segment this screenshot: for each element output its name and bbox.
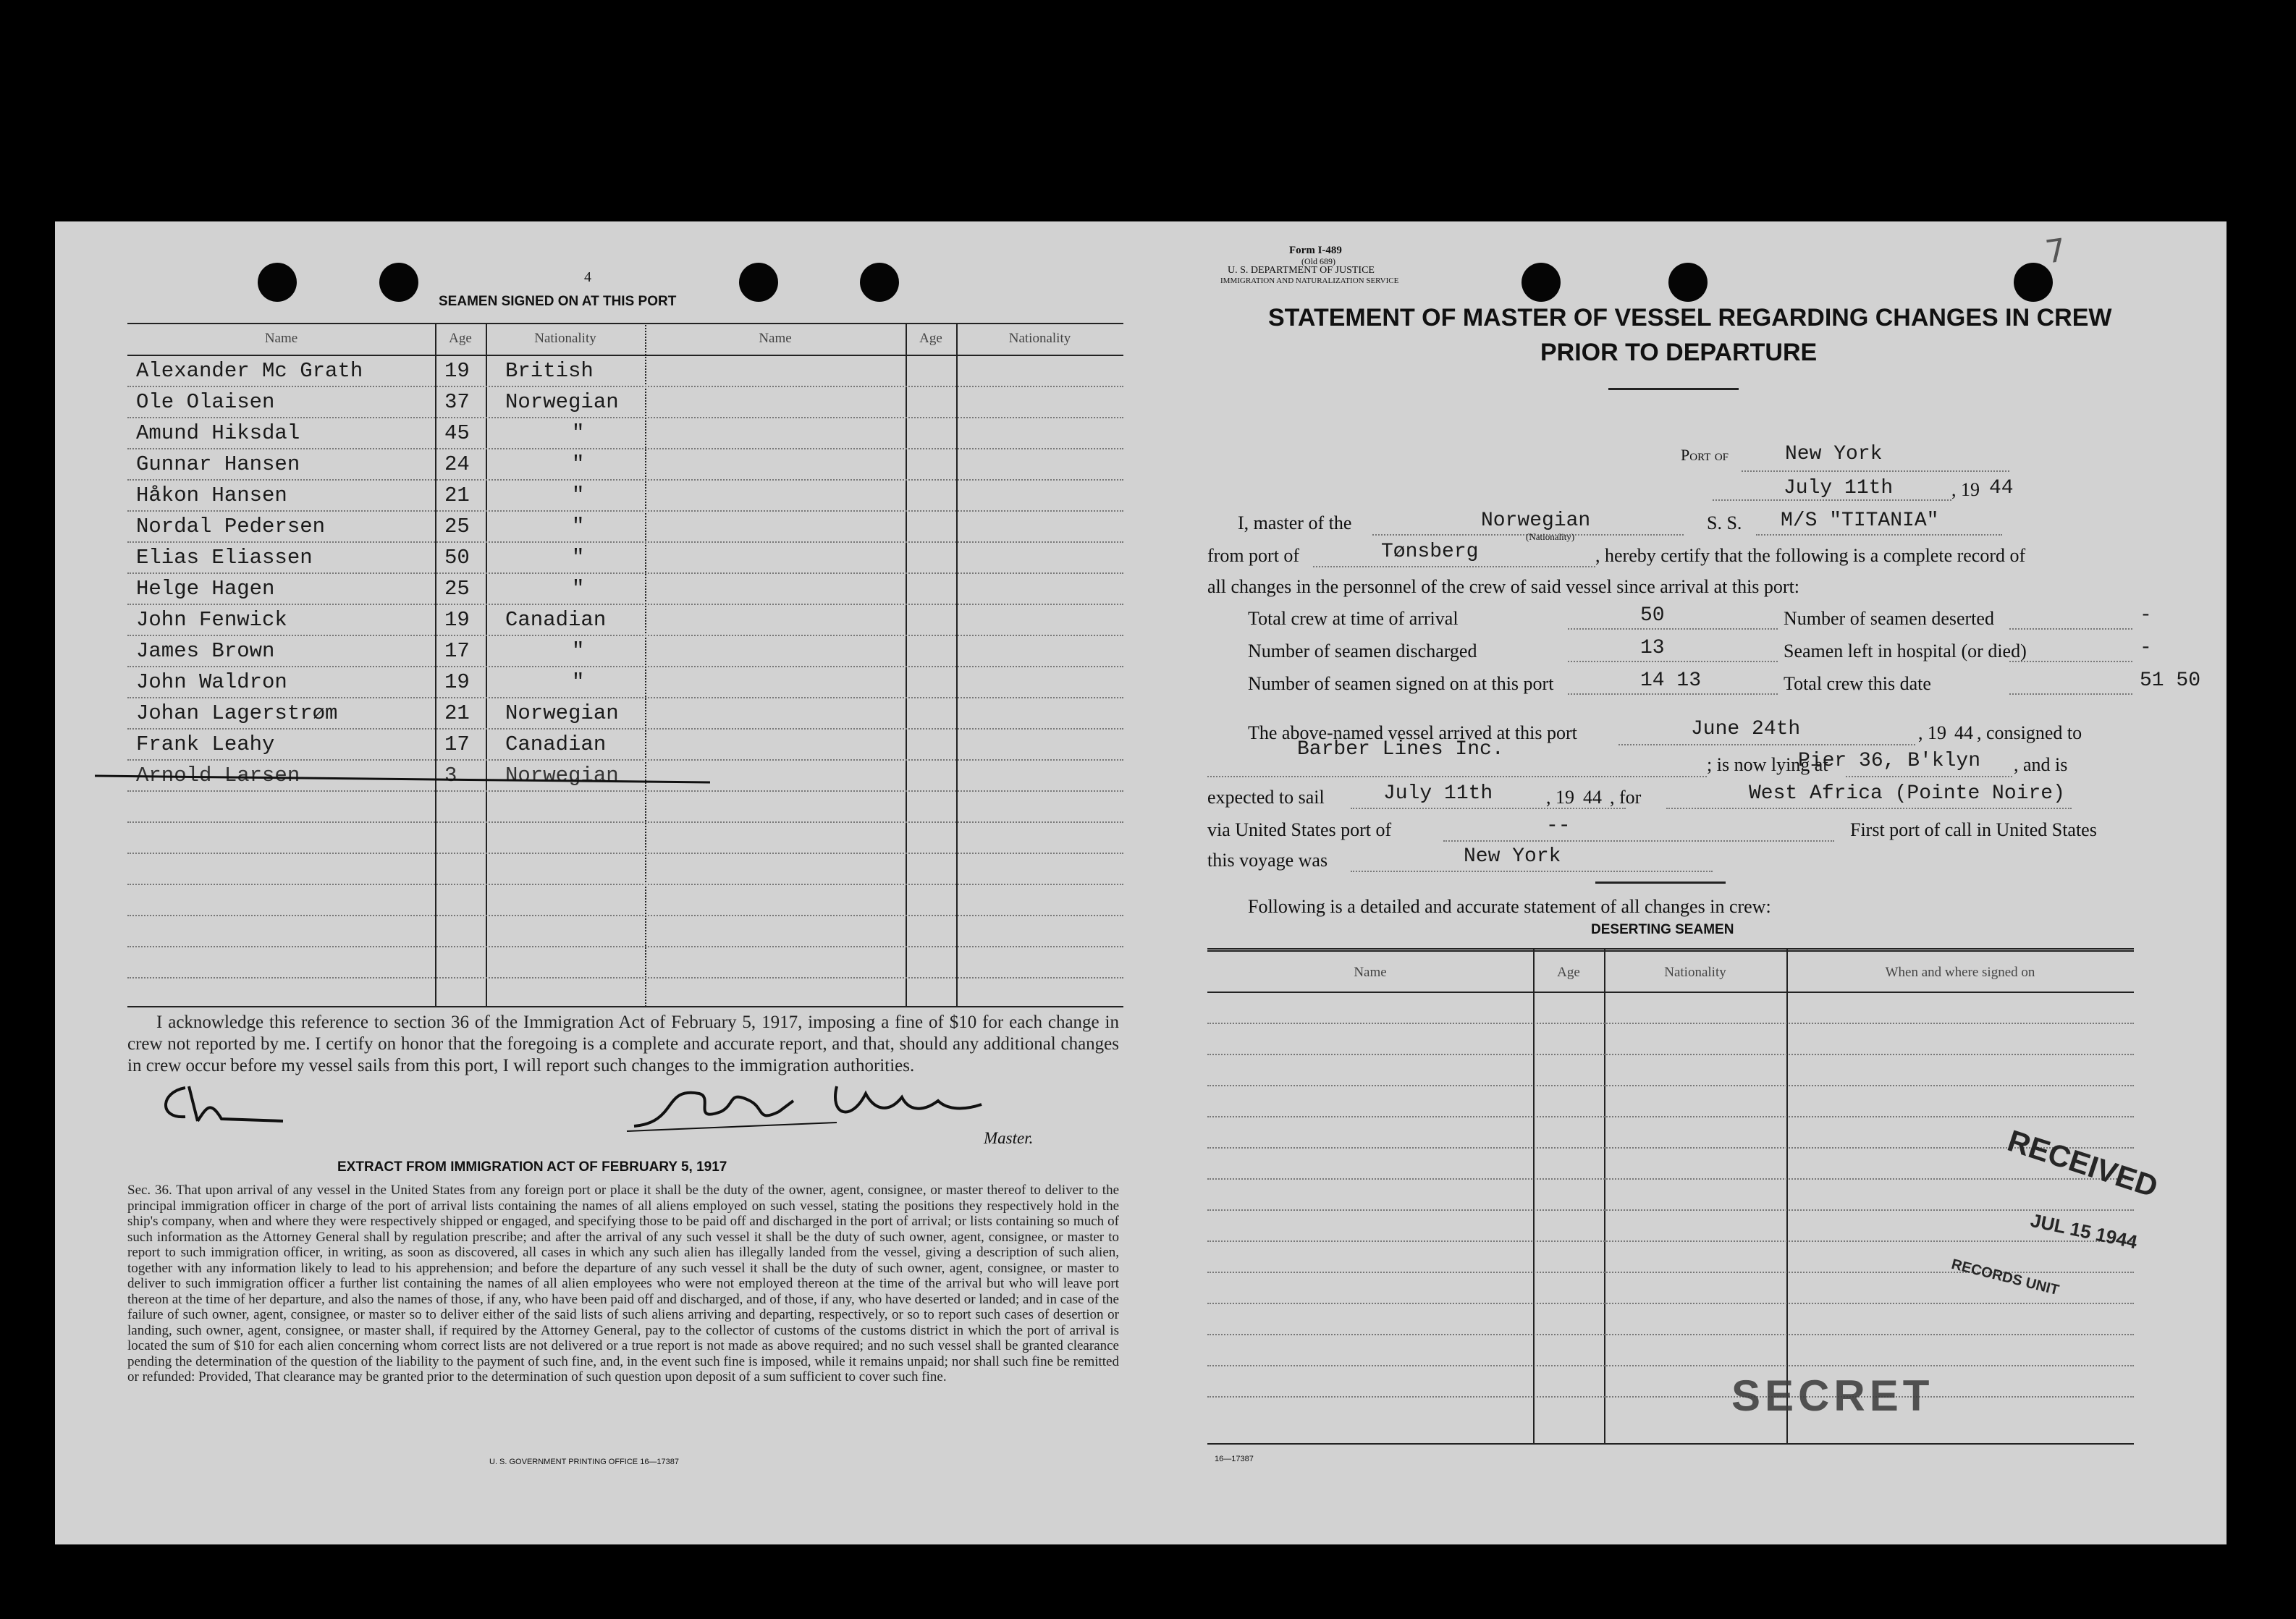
punch-hole	[1668, 263, 1708, 302]
expected-year-prefix: , 19	[1546, 787, 1574, 808]
crew-age: 21	[444, 483, 470, 507]
stat-label: Number of seamen deserted	[1784, 608, 1994, 629]
crew-table	[127, 323, 1123, 1007]
stat-value: -	[2140, 637, 2152, 659]
expected-label: expected to sail	[1207, 787, 1325, 808]
expected-value: July 11th	[1383, 782, 1493, 805]
initials-signature	[153, 1079, 297, 1130]
via-value: --	[1546, 815, 1571, 837]
crew-age: 21	[444, 701, 470, 725]
secret-stamp: SECRET	[1731, 1371, 1934, 1420]
received-stamp: RECEIVED	[2004, 1123, 2162, 1204]
section-title: SEAMEN SIGNED ON AT THIS PORT	[439, 294, 677, 309]
from-port-label: from port of	[1207, 545, 1300, 566]
deserting-table	[1207, 948, 2134, 1445]
for-label: , for	[1610, 787, 1642, 808]
deserting-header-signed-on: When and where signed on	[1885, 965, 2035, 980]
crew-nationality: "	[572, 639, 585, 663]
header-nationality: Nationality	[534, 331, 596, 346]
records-unit-stamp: RECORDS UNIT	[1949, 1256, 2061, 1299]
expected-year: 44	[1583, 787, 1602, 808]
consigned-label: , consigned to	[1977, 722, 2082, 743]
stat-value: 50	[1640, 604, 1665, 627]
stat-label: Total crew this date	[1784, 673, 1931, 694]
date-value: July 11th	[1784, 477, 1894, 499]
crew-name: Elias Eliassen	[136, 546, 313, 570]
crew-name: Nordal Pedersen	[136, 515, 326, 538]
crew-age: 3	[444, 764, 457, 787]
crew-age: 25	[444, 577, 470, 601]
punch-hole	[2014, 263, 2053, 302]
crew-age: 45	[444, 421, 470, 445]
form-number: Form I-489	[1289, 245, 1342, 256]
crew-name: Håkon Hansen	[136, 483, 287, 507]
crew-nationality: "	[572, 546, 585, 570]
arrived-year-prefix: , 19	[1918, 722, 1946, 743]
crew-nationality: Norwegian	[505, 764, 619, 787]
voyage-value: New York	[1464, 845, 1561, 868]
crew-name: Arnold Larsen	[136, 764, 300, 787]
following-label: Following is a detailed and accurate statement of all changes in crew:	[1248, 896, 1771, 917]
crew-name: James Brown	[136, 639, 275, 663]
received-date-stamp: JUL 15 1944	[2028, 1209, 2140, 1254]
stat-value: 13	[1640, 637, 1665, 659]
arrived-year: 44	[1954, 722, 1973, 743]
ss-label: S. S.	[1707, 512, 1742, 533]
crew-age: 37	[444, 390, 470, 414]
extract-title: EXTRACT FROM IMMIGRATION ACT OF FEBRUARY 5, 1917	[337, 1159, 727, 1175]
via-label: via United States port of	[1207, 819, 1392, 840]
from-port-value: Tønsberg	[1381, 541, 1479, 563]
crew-nationality: Canadian	[505, 732, 607, 756]
stat-value: -	[2140, 604, 2152, 627]
document-sheet	[55, 221, 2227, 1544]
page-number: 4	[584, 269, 591, 285]
port-value: New York	[1785, 443, 1883, 465]
deserting-title: DESERTING SEAMEN	[1591, 922, 1734, 937]
crew-name: Ole Olaisen	[136, 390, 275, 414]
port-label: Port of	[1681, 446, 1729, 464]
destination-value: West Africa (Pointe Noire)	[1749, 782, 2065, 805]
deserting-header-name: Name	[1354, 965, 1387, 980]
page-footer: 16—17387	[1215, 1455, 1254, 1463]
stat-value: 51 50	[2140, 669, 2201, 692]
certify-text: , hereby certify that the following is a complete record of	[1595, 545, 2026, 566]
deserting-header-nationality: Nationality	[1664, 965, 1726, 980]
stat-label: Total crew at time of arrival	[1248, 608, 1459, 629]
master-label: Master.	[984, 1129, 1034, 1147]
crew-nationality: "	[572, 577, 585, 601]
master-of-label: I, master of the	[1238, 512, 1352, 533]
form-old: (Old 689)	[1301, 256, 1335, 266]
crew-nationality: Norwegian	[505, 390, 619, 414]
crew-name: Amund Hiksdal	[136, 421, 300, 445]
certify-text-2: all changes in the personnel of the crew of said vessel since arrival at this port:	[1207, 576, 1800, 597]
year-prefix: , 19	[1951, 479, 1980, 500]
form-title-1: STATEMENT OF MASTER OF VESSEL REGARDING CHANGES IN CREW	[1268, 304, 2112, 331]
acknowledgement-text: I acknowledge this reference to section 36 of the Immigration Act of February 5, 1917, imposing a fine of $10 for each change in crew not reported by me. I certify on honor that the foregoing is a complete and accurate report, and that, should any additional changes in crew occur before my vessel sails from this port, I will report such changes to the immigration authorities.	[127, 1013, 1119, 1075]
crew-nationality: Canadian	[505, 608, 607, 632]
stat-value: 14 13	[1640, 669, 1702, 692]
header-name: Name	[264, 331, 298, 346]
crew-name: John Fenwick	[136, 608, 287, 632]
voyage-label: this voyage was	[1207, 850, 1328, 871]
header-name-2: Name	[759, 331, 792, 346]
header-nationality-2: Nationality	[1008, 331, 1071, 346]
crew-nationality: "	[572, 452, 585, 476]
service: IMMIGRATION AND NATURALIZATION SERVICE	[1220, 276, 1399, 285]
deserting-header-age: Age	[1557, 965, 1580, 980]
printing-office: U. S. GOVERNMENT PRINTING OFFICE 16—17387	[489, 1458, 680, 1466]
department: U. S. DEPARTMENT OF JUSTICE	[1228, 265, 1375, 276]
stat-label: Seamen left in hospital (or died)	[1784, 641, 2027, 661]
lying-label: ; is now lying at	[1707, 754, 1828, 775]
crew-nationality: "	[572, 670, 585, 694]
punch-hole	[379, 263, 418, 302]
crew-nationality: "	[572, 483, 585, 507]
header-age-2: Age	[919, 331, 942, 346]
corner-mark: 7	[2043, 232, 2069, 271]
crew-nationality: "	[572, 515, 585, 538]
master-signature	[620, 1072, 996, 1137]
crew-age: 25	[444, 515, 470, 538]
arrived-label: The above-named vessel arrived at this port	[1248, 722, 1577, 743]
punch-hole	[1521, 263, 1561, 302]
header-age: Age	[449, 331, 472, 346]
crew-nationality: British	[505, 359, 594, 383]
first-port-label: First port of call in United States	[1850, 819, 2097, 840]
ss-value: M/S "TITANIA"	[1781, 510, 1939, 532]
crew-name: Frank Leahy	[136, 732, 275, 756]
crew-age: 17	[444, 732, 470, 756]
punch-hole	[739, 263, 778, 302]
crew-name: Helge Hagen	[136, 577, 275, 601]
stat-label: Number of seamen discharged	[1248, 641, 1477, 661]
crew-name: John Waldron	[136, 670, 287, 694]
crew-name: Alexander Mc Grath	[136, 359, 363, 383]
extract-text: Sec. 36. That upon arrival of any vessel in the United States from any foreign port or place it shall be the duty of the owner, agent, consignee, or master thereof to deliver to the principal immigration officer in charge of the port of arrival lists containing the names of all aliens employed on such vessel, stating the positions they respectively hold in the ship's company, when and where they were respectively shipped or engaged, and specifying those to be paid off and discharged in the port of arrival; or lists containing so much of such information as the Attorney General shall by regulation prescribe; and after the arrival of any such vessel it shall be the duty of such owner, agent, consignee, or master to report to such immigration officer, in writing, as soon as discovered, all cases in which any such alien has illegally landed from the vessel, giving a description of such alien, together with any information likely to lead to his apprehension; and before the departure of any such vessel it shall be the duty of such owner, agent, consignee, or master to deliver to such immigration officer a further list containing the names of all alien employees who were not employed thereon at the time of the arrival but who will leave port thereon at the time of her departure, and also the names of those, if any, who have been paid off and discharged, and of those, if any, who have deserted or landed; and in case of the failure of such owner, agent, consignee, or master so to deliver either of the said lists of such aliens arriving and departing, respectively, or so to report such cases of desertion or landing, such owner, agent, consignee, or master shall, if required by the Attorney General, pay to the collector of customs of the customs district in which the port of arrival is located the sum of $10 for each alien concerning whom correct lists are not delivered or a true report is not made as above required; and no such vessel shall be granted clearance pending the determination of the question of the liability to the payment of such fine, and, in the event such fine is imposed, while it remains unpaid; nor shall such fine be remitted or refunded: Provided, That clearance may be granted prior to the determination of such question upon deposit of a sum sufficient to cover such fine.	[127, 1183, 1119, 1385]
nationality-value: Norwegian	[1481, 510, 1591, 532]
crew-nationality: "	[572, 421, 585, 445]
lying-value: Pier 36, B'klyn	[1798, 750, 1981, 772]
crew-nationality: Norwegian	[505, 701, 619, 725]
crew-name: Johan Lagerstrøm	[136, 701, 338, 725]
crew-age: 17	[444, 639, 470, 663]
year-value: 44	[1989, 477, 2014, 499]
crew-age: 19	[444, 359, 470, 383]
crew-age: 19	[444, 670, 470, 694]
crew-name: Gunnar Hansen	[136, 452, 300, 476]
punch-hole	[258, 263, 297, 302]
and-is-label: , and is	[2014, 754, 2068, 775]
crew-age: 50	[444, 546, 470, 570]
consignee-value: Barber Lines Inc.	[1297, 738, 1504, 761]
arrived-value: June 24th	[1691, 718, 1801, 740]
punch-hole	[860, 263, 899, 302]
stat-label: Number of seamen signed on at this port	[1248, 673, 1554, 694]
crew-age: 24	[444, 452, 470, 476]
crew-age: 19	[444, 608, 470, 632]
form-title-2: PRIOR TO DEPARTURE	[1540, 339, 1818, 366]
nationality-caption: (Nationality)	[1526, 531, 1575, 542]
